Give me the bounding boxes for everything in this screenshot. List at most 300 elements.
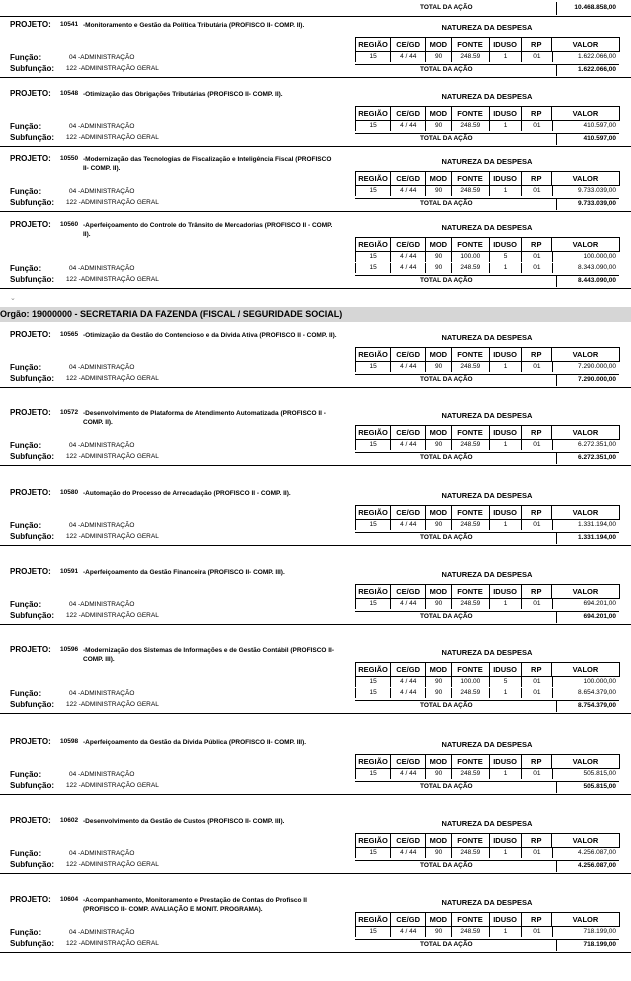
subfuncao-value: 122 -ADMINISTRAÇÃO GERAL [66, 533, 159, 540]
column-header: MOD [425, 755, 450, 768]
subfuncao-label: Subfunção: [10, 532, 54, 541]
funcao-label: Função: [10, 521, 42, 530]
table-cell: 01 [521, 677, 551, 687]
total-label: TOTAL DA AÇÃO [420, 702, 473, 709]
project-code: 10565 [60, 331, 79, 338]
total-value: 505.815,00 [583, 783, 616, 790]
table-cell: 4 / 44 [390, 252, 425, 262]
total-value: 9.733.039,00 [578, 200, 616, 207]
table-cell: 4 / 44 [390, 186, 425, 196]
divider [355, 781, 619, 782]
divider [0, 624, 631, 625]
funcao-label: Função: [10, 187, 42, 196]
total-value: 7.290.000,00 [578, 376, 616, 383]
table-cell: 01 [521, 52, 551, 62]
divider [0, 952, 631, 953]
table-cell: 90 [425, 186, 450, 196]
table-cell: 01 [521, 362, 551, 372]
projeto-label: PROJETO: [10, 737, 51, 746]
table-cell: 15 [355, 688, 390, 698]
column-header: REGIÃO [355, 348, 390, 361]
funcao-value: 04 -ADMINISTRAÇÃO [69, 522, 135, 529]
table-cell: 01 [521, 186, 551, 196]
table-row [355, 769, 619, 779]
total-label: TOTAL DA AÇÃO [420, 135, 473, 142]
table-header [355, 754, 620, 769]
project-description: -Otimização da Gestão do Contencioso e da Dívida Ativa (PROFISCO II - COMP. II). [83, 332, 337, 339]
table-cell: 15 [355, 769, 390, 779]
divider [0, 16, 631, 17]
column-header: CE/GD [390, 585, 425, 598]
table-cell: 90 [425, 362, 450, 372]
divider [0, 77, 631, 78]
table-cell: 9.733.039,00 [552, 186, 620, 196]
table-cell: 4 / 44 [390, 599, 425, 609]
funcao-value: 04 -ADMINISTRAÇÃO [69, 442, 135, 449]
funcao-label: Função: [10, 53, 42, 62]
subfuncao-label: Subfunção: [10, 452, 54, 461]
table-header [355, 662, 620, 677]
funcao-label: Função: [10, 122, 42, 131]
funcao-value: 04 -ADMINISTRAÇÃO [69, 364, 135, 371]
table-row [355, 362, 619, 372]
table-cell: 01 [521, 252, 551, 262]
subfuncao-value: 122 -ADMINISTRAÇÃO GERAL [66, 940, 159, 947]
divider [556, 199, 557, 210]
column-header: VALOR [551, 172, 619, 185]
column-header: CE/GD [390, 38, 425, 51]
table-cell: 1 [489, 769, 521, 779]
natureza-heading: NATUREZA DA DESPESA [441, 898, 533, 907]
column-header: MOD [425, 834, 450, 847]
column-header: RP [521, 426, 551, 439]
column-header: MOD [425, 107, 450, 120]
table-cell: 248.59 [451, 263, 489, 273]
funcao-value: 04 -ADMINISTRAÇÃO [69, 690, 135, 697]
project-description: -Automação do Processo de Arrecadação (PROFISCO II - COMP. II). [83, 490, 291, 497]
column-header: RP [521, 663, 551, 676]
table-cell: 248.59 [451, 186, 489, 196]
column-header: CE/GD [390, 348, 425, 361]
column-header: RP [521, 506, 551, 519]
project-description: -Otimização das Obrigações Tributárias (PROFISCO II- COMP. II). [83, 91, 283, 98]
divider [0, 211, 631, 212]
project-description: -Aperfeiçoamento da Gestão da Dívida Pública (PROFISCO II- COMP. III). [83, 739, 307, 746]
project-description: -Modernização dos Sistemas de Informações e de Gestão Contábil (PROFISCO II- COMP. III). [83, 647, 335, 663]
total-label: TOTAL DA AÇÃO [420, 277, 473, 284]
divider [556, 2, 557, 15]
project-code: 10572 [60, 409, 79, 416]
column-header: RP [521, 172, 551, 185]
table-row [355, 927, 619, 937]
table-cell: 4 / 44 [390, 688, 425, 698]
table-row [355, 186, 619, 196]
table-cell: 1 [489, 263, 521, 273]
table-row [355, 520, 619, 530]
projeto-label: PROJETO: [10, 895, 51, 904]
total-label: TOTAL DA AÇÃO [420, 613, 473, 620]
table-cell: 1 [489, 599, 521, 609]
column-header: MOD [425, 38, 450, 51]
table-cell: 1.331.194,00 [552, 520, 620, 530]
total-value: 694.201,00 [583, 613, 616, 620]
column-header: VALOR [551, 506, 619, 519]
table-cell: 01 [521, 263, 551, 273]
funcao-label: Função: [10, 264, 42, 273]
column-header: CE/GD [390, 834, 425, 847]
column-header: REGIÃO [355, 663, 390, 676]
divider [556, 612, 557, 623]
table-header [355, 347, 620, 362]
column-header: REGIÃO [355, 238, 390, 251]
funcao-label: Função: [10, 770, 42, 779]
column-header: FONTE [451, 755, 489, 768]
natureza-heading: NATUREZA DA DESPESA [441, 333, 533, 342]
table-cell: 718.199,00 [552, 927, 620, 937]
natureza-heading: NATUREZA DA DESPESA [441, 740, 533, 749]
subfuncao-value: 122 -ADMINISTRAÇÃO GERAL [66, 134, 159, 141]
funcao-label: Função: [10, 363, 42, 372]
table-cell: 1.622.066,00 [552, 52, 620, 62]
subfuncao-value: 122 -ADMINISTRAÇÃO GERAL [66, 701, 159, 708]
funcao-label: Função: [10, 441, 42, 450]
divider [556, 940, 557, 951]
project-description: -Aperfeiçoamento da Gestão Financeira (PROFISCO II- COMP. III). [83, 569, 285, 576]
table-row [355, 252, 619, 262]
project-code: 10598 [60, 738, 79, 745]
table-cell: 1 [489, 848, 521, 858]
column-header: VALOR [551, 585, 619, 598]
column-header: VALOR [551, 348, 619, 361]
column-header: FONTE [451, 585, 489, 598]
table-cell: 6.272.351,00 [552, 440, 620, 450]
column-header: IDUSO [489, 107, 521, 120]
total-label: TOTAL DA AÇÃO [420, 376, 473, 383]
divider [556, 276, 557, 287]
subfuncao-value: 122 -ADMINISTRAÇÃO GERAL [66, 276, 159, 283]
total-value: 1.622.066,00 [578, 66, 616, 73]
table-cell: 1 [489, 688, 521, 698]
subfuncao-value: 122 -ADMINISTRAÇÃO GERAL [66, 453, 159, 460]
table-cell: 01 [521, 440, 551, 450]
orgao-title: Orgão: 19000000 - SECRETARIA DA FAZENDA (FISCAL / SEGURIDADE SOCIAL) [0, 309, 343, 319]
table-cell: 4 / 44 [390, 677, 425, 687]
table-cell: 4 / 44 [390, 263, 425, 273]
projeto-label: PROJETO: [10, 89, 51, 98]
funcao-label: Função: [10, 849, 42, 858]
table-row [355, 440, 619, 450]
table-cell: 1 [489, 520, 521, 530]
table-cell: 01 [521, 927, 551, 937]
subfuncao-label: Subfunção: [10, 64, 54, 73]
column-header: VALOR [551, 238, 619, 251]
column-header: CE/GD [390, 238, 425, 251]
subfuncao-label: Subfunção: [10, 275, 54, 284]
table-cell: 90 [425, 927, 450, 937]
column-header: CE/GD [390, 663, 425, 676]
table-cell: 248.59 [451, 52, 489, 62]
divider [556, 782, 557, 793]
table-cell: 8.654.379,00 [552, 688, 620, 698]
total-value: 4.256.087,00 [578, 862, 616, 869]
table-row [355, 52, 619, 62]
table-cell: 248.59 [451, 121, 489, 131]
subfuncao-label: Subfunção: [10, 133, 54, 142]
table-cell: 248.59 [451, 927, 489, 937]
total-value: 410.597,00 [583, 135, 616, 142]
divider [0, 288, 631, 289]
divider [556, 861, 557, 872]
projeto-label: PROJETO: [10, 220, 51, 229]
project-description: -Aperfeiçoamento do Controle do Trânsito de Mercadorias (PROFISCO II - COMP. II). [83, 222, 333, 238]
column-header: MOD [425, 172, 450, 185]
divider [556, 134, 557, 145]
table-header [355, 37, 620, 52]
column-header: IDUSO [489, 834, 521, 847]
table-header [355, 106, 620, 121]
project-description: -Monitoramento e Gestão da Política Tributária (PROFISCO II- COMP. II). [83, 22, 305, 29]
column-header: RP [521, 913, 551, 926]
table-cell: 15 [355, 440, 390, 450]
funcao-label: Função: [10, 600, 42, 609]
projeto-label: PROJETO: [10, 408, 51, 417]
table-row [355, 599, 619, 609]
table-cell: 01 [521, 121, 551, 131]
project-code: 10604 [60, 896, 79, 903]
column-header: IDUSO [489, 426, 521, 439]
table-cell: 248.59 [451, 769, 489, 779]
column-header: FONTE [451, 238, 489, 251]
column-header: FONTE [451, 107, 489, 120]
column-header: MOD [425, 585, 450, 598]
total-value: 8.443.090,00 [578, 277, 616, 284]
divider [355, 939, 619, 940]
column-header: RP [521, 107, 551, 120]
natureza-heading: NATUREZA DA DESPESA [441, 648, 533, 657]
column-header: FONTE [451, 426, 489, 439]
column-header: REGIÃO [355, 834, 390, 847]
subfuncao-value: 122 -ADMINISTRAÇÃO GERAL [66, 375, 159, 382]
table-cell: 15 [355, 677, 390, 687]
table-cell: 5 [489, 677, 521, 687]
project-code: 10550 [60, 155, 79, 162]
subfuncao-value: 122 -ADMINISTRAÇÃO GERAL [66, 199, 159, 206]
table-cell: 01 [521, 769, 551, 779]
column-header: IDUSO [489, 755, 521, 768]
funcao-value: 04 -ADMINISTRAÇÃO [69, 265, 135, 272]
total-value: 10.468.858,00 [574, 4, 616, 11]
table-cell: 4 / 44 [390, 121, 425, 131]
table-cell: 7.290.000,00 [552, 362, 620, 372]
table-cell: 100.00 [451, 677, 489, 687]
table-cell: 15 [355, 848, 390, 858]
divider [556, 375, 557, 386]
project-code: 10591 [60, 568, 79, 575]
table-cell: 1 [489, 121, 521, 131]
divider [355, 198, 619, 199]
table-cell: 248.59 [451, 520, 489, 530]
table-cell: 8.343.090,00 [552, 263, 620, 273]
table-cell: 694.201,00 [552, 599, 620, 609]
table-cell: 15 [355, 252, 390, 262]
divider [0, 873, 631, 874]
projeto-label: PROJETO: [10, 330, 51, 339]
column-header: FONTE [451, 913, 489, 926]
column-header: RP [521, 755, 551, 768]
orgao-header [0, 307, 631, 322]
subfuncao-label: Subfunção: [10, 611, 54, 620]
table-cell: 100.00 [451, 252, 489, 262]
table-cell: 4.256.087,00 [552, 848, 620, 858]
table-cell: 4 / 44 [390, 927, 425, 937]
column-header: CE/GD [390, 755, 425, 768]
table-cell: 01 [521, 688, 551, 698]
column-header: IDUSO [489, 913, 521, 926]
divider [355, 133, 619, 134]
divider [355, 700, 619, 701]
column-header: RP [521, 585, 551, 598]
table-cell: 100.000,00 [552, 252, 620, 262]
column-header: CE/GD [390, 172, 425, 185]
table-cell: 1 [489, 927, 521, 937]
column-header: RP [521, 834, 551, 847]
column-header: FONTE [451, 506, 489, 519]
table-header [355, 425, 620, 440]
natureza-heading: NATUREZA DA DESPESA [441, 157, 533, 166]
projeto-label: PROJETO: [10, 20, 51, 29]
divider [556, 453, 557, 464]
column-header: VALOR [551, 663, 619, 676]
table-cell: 15 [355, 599, 390, 609]
table-row [355, 121, 619, 131]
column-header: VALOR [551, 755, 619, 768]
table-header [355, 833, 620, 848]
projeto-label: PROJETO: [10, 816, 51, 825]
table-cell: 15 [355, 52, 390, 62]
table-cell: 90 [425, 520, 450, 530]
table-cell: 15 [355, 520, 390, 530]
funcao-label: Função: [10, 928, 42, 937]
funcao-value: 04 -ADMINISTRAÇÃO [69, 771, 135, 778]
table-cell: 4 / 44 [390, 520, 425, 530]
divider [556, 701, 557, 712]
table-cell: 15 [355, 263, 390, 273]
table-cell: 505.815,00 [552, 769, 620, 779]
chevron-down-icon: ⌄ [10, 295, 16, 302]
divider [0, 545, 631, 546]
divider [355, 275, 619, 276]
table-cell: 15 [355, 121, 390, 131]
table-cell: 1 [489, 440, 521, 450]
subfuncao-label: Subfunção: [10, 939, 54, 948]
table-row [355, 677, 619, 687]
table-cell: 90 [425, 121, 450, 131]
total-value: 718.199,00 [583, 941, 616, 948]
table-cell: 15 [355, 186, 390, 196]
table-cell: 90 [425, 848, 450, 858]
total-value: 8.754.379,00 [578, 702, 616, 709]
project-description: -Modernização das Tecnologias de Fiscalização e Inteligência Fiscal (PROFISCO II- COMP. II). [83, 156, 332, 172]
column-header: RP [521, 348, 551, 361]
project-description: -Desenvolvimento de Plataforma de Atendimento Automatizada (PROFISCO II - COMP. II). [83, 410, 326, 426]
column-header: IDUSO [489, 663, 521, 676]
column-header: IDUSO [489, 38, 521, 51]
project-code: 10596 [60, 646, 79, 653]
column-header: RP [521, 238, 551, 251]
total-value: 6.272.351,00 [578, 454, 616, 461]
column-header: VALOR [551, 426, 619, 439]
column-header: MOD [425, 426, 450, 439]
column-header: IDUSO [489, 348, 521, 361]
divider [355, 532, 619, 533]
table-cell: 248.59 [451, 440, 489, 450]
column-header: FONTE [451, 834, 489, 847]
project-code: 10541 [60, 21, 79, 28]
column-header: FONTE [451, 348, 489, 361]
column-header: VALOR [551, 834, 619, 847]
table-cell: 90 [425, 599, 450, 609]
column-header: VALOR [551, 38, 619, 51]
divider [355, 64, 619, 65]
natureza-heading: NATUREZA DA DESPESA [441, 92, 533, 101]
subfuncao-label: Subfunção: [10, 860, 54, 869]
project-description: -Acompanhamento, Monitoramento e Prestação de Contas do Profisco II (PROFISCO II- COMP. AVALIAÇÃO E MONIT. PROGRAMA). [83, 897, 307, 913]
project-code: 10548 [60, 90, 79, 97]
column-header: REGIÃO [355, 107, 390, 120]
project-description: -Desenvolvimento da Gestão de Custos (PROFISCO II- COMP. III). [83, 818, 285, 825]
table-cell: 5 [489, 252, 521, 262]
funcao-value: 04 -ADMINISTRAÇÃO [69, 601, 135, 608]
subfuncao-value: 122 -ADMINISTRAÇÃO GERAL [66, 782, 159, 789]
subfuncao-label: Subfunção: [10, 700, 54, 709]
table-header [355, 171, 620, 186]
column-header: IDUSO [489, 585, 521, 598]
column-header: MOD [425, 913, 450, 926]
column-header: REGIÃO [355, 426, 390, 439]
table-cell: 4 / 44 [390, 440, 425, 450]
subfuncao-value: 122 -ADMINISTRAÇÃO GERAL [66, 65, 159, 72]
table-header [355, 505, 620, 520]
projeto-label: PROJETO: [10, 645, 51, 654]
table-cell: 15 [355, 362, 390, 372]
subfuncao-label: Subfunção: [10, 198, 54, 207]
table-cell: 4 / 44 [390, 52, 425, 62]
table-cell: 1 [489, 186, 521, 196]
column-header: IDUSO [489, 506, 521, 519]
total-label: TOTAL DA AÇÃO [420, 200, 473, 207]
column-header: FONTE [451, 38, 489, 51]
project-code: 10560 [60, 221, 79, 228]
table-cell: 410.597,00 [552, 121, 620, 131]
divider [556, 65, 557, 76]
column-header: REGIÃO [355, 506, 390, 519]
column-header: VALOR [551, 107, 619, 120]
funcao-value: 04 -ADMINISTRAÇÃO [69, 850, 135, 857]
table-cell: 90 [425, 769, 450, 779]
total-label: TOTAL DA AÇÃO [420, 4, 473, 11]
table-cell: 4 / 44 [390, 362, 425, 372]
table-cell: 4 / 44 [390, 769, 425, 779]
total-label: TOTAL DA AÇÃO [420, 783, 473, 790]
table-cell: 01 [521, 520, 551, 530]
natureza-heading: NATUREZA DA DESPESA [441, 411, 533, 420]
table-row [355, 263, 619, 273]
column-header: MOD [425, 506, 450, 519]
divider [355, 611, 619, 612]
natureza-heading: NATUREZA DA DESPESA [441, 491, 533, 500]
table-header [355, 237, 620, 252]
column-header: REGIÃO [355, 755, 390, 768]
